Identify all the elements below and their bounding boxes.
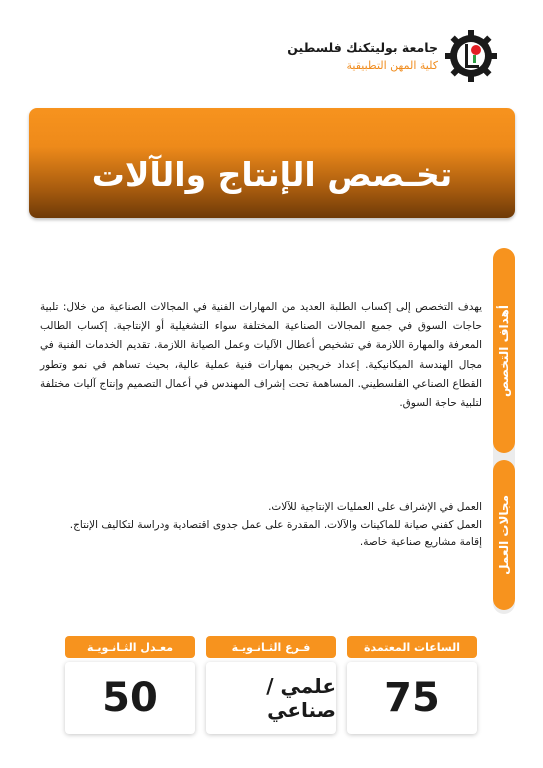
gear-logo-icon [443,28,499,84]
goals-section-tab [493,248,515,453]
work-section-label: مجالات العمل [497,495,511,575]
branch-value: علمي / صناعي [266,674,336,722]
work-list-item: إقامة مشاريع صناعية خاصة. [359,536,482,548]
average-value: 50 [102,675,158,721]
branch-card [206,636,336,734]
credit-hours-label: الساعات المعتمدة [347,636,477,658]
credit-hours-card [347,636,477,734]
average-box [65,662,195,734]
branch-label: فـرع الثـانـويـة [206,636,336,658]
logo-text [287,40,438,72]
college-name: كلية المهن التطبيقية [346,59,438,72]
title-banner [29,108,515,218]
page-title: تخـصص الإنتاج والآلات [91,154,453,194]
average-card [65,636,195,734]
university-name: جامعة بوليتكنك فلسطين [287,40,438,55]
work-list-item: العمل كفني صيانة للماكينات والآلات. المقدرة على عمل جدوى اقتصادية ودراسة لتكاليف الإنتاج. [69,518,482,531]
average-label: معـدل الثـانـويـة [65,636,195,658]
branch-box [206,662,336,734]
goals-section-label: أهداف التخصص [497,304,511,397]
work-section-tab [493,460,515,610]
credit-hours-box [347,662,477,734]
goals-text: يهدف التخصص إلى إكساب الطلبة العديد من المهارات الفنية في المجالات الصناعية من خلال: تلبية حاجات السوق في جميع المجالات الصناعية المختلفة سواء التشغيلية أو الإنتاجية. إكساب الطالب المعرفة والمهارة اللازمة في تشخيص أعطال الآليات وعمل الصيانة اللازمة. تقديم الخدمات الفنية في مجال الهندسة الميكانيكية. إعداد خريجين بمهارات فنية عملية عالية، بحيث تساهم في نمو وتطور القطاع الصناعي الفلسطيني. المساهمة تحت إشراف المهندس في أعمال التصميم وإنتاج آليات مختلفة لتلبية حاجة السوق. [40,301,482,410]
credit-hours-value: 75 [384,675,440,721]
work-list-item: العمل في الإشراف على العمليات الإنتاجية للآلات. [268,501,482,513]
work-list [40,499,482,552]
